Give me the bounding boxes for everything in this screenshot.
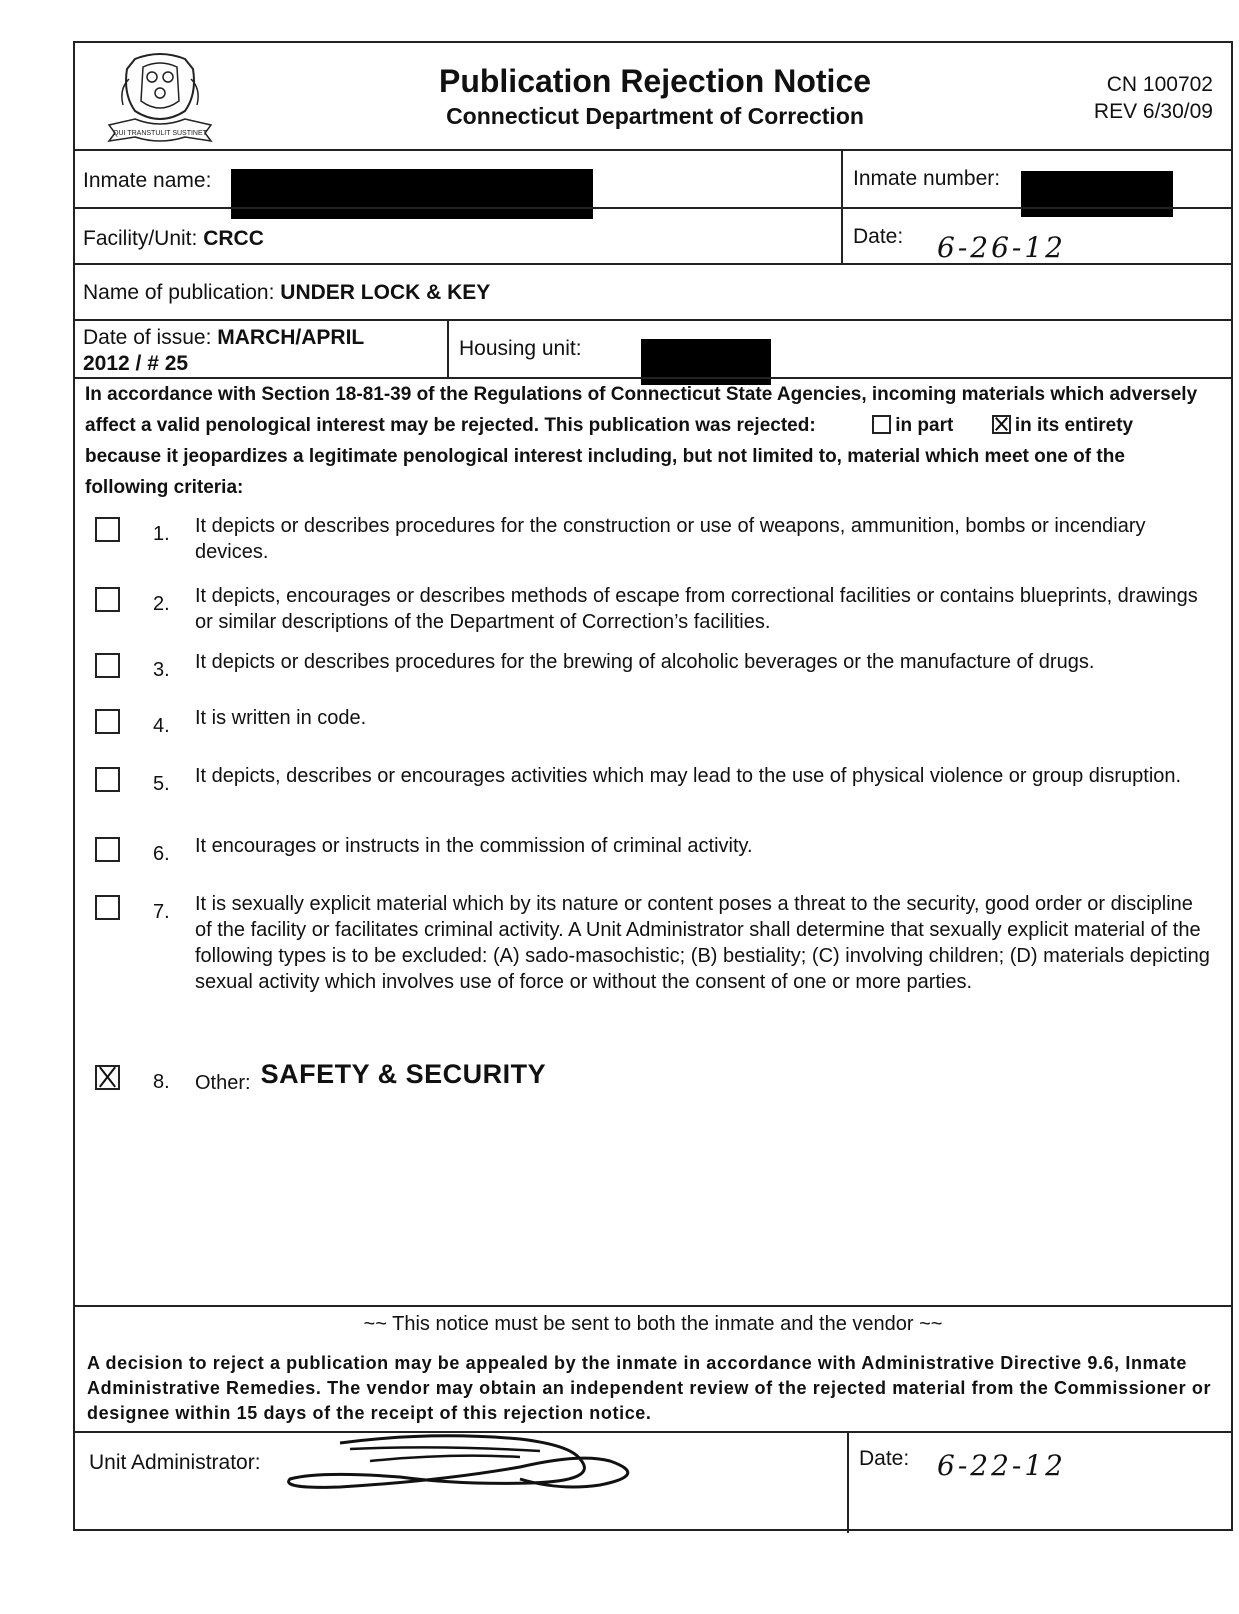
divider	[847, 1433, 849, 1533]
inmate-name-label: Inmate name:	[83, 169, 212, 192]
criterion-number: 8.	[153, 1071, 170, 1093]
divider	[841, 151, 843, 207]
divider	[841, 209, 843, 263]
issue-value-line2: 2012 / # 25	[83, 352, 189, 375]
issue-value-line1: MARCH/APRIL	[217, 326, 365, 349]
criterion-checkbox[interactable]	[95, 837, 120, 862]
page-title: Publication Rejection Notice	[438, 63, 872, 99]
criterion-text: It depicts or describes procedures for the brewing of alcoholic beverages or the manufacture of drugs.	[195, 651, 1095, 673]
criterion-checkbox[interactable]	[95, 517, 120, 542]
criterion-text: It depicts, describes or encourages activities which may lead to the use of physical violence or group disruption.	[195, 765, 1182, 787]
criterion-number: 5.	[153, 773, 170, 795]
statement-paragraph	[85, 379, 1225, 503]
criterion-number: 2.	[153, 593, 170, 615]
statement-line2	[85, 410, 1225, 441]
criterion-number: 3.	[153, 659, 170, 681]
form-number: CN 100702	[1106, 73, 1213, 96]
issue-row	[75, 319, 1231, 377]
signature-row	[75, 1431, 1231, 1533]
criterion-checkbox[interactable]	[95, 653, 120, 678]
housing-label: Housing unit:	[459, 337, 582, 360]
statement-line1: In accordance with Section 18-81-39 of the Regulations of Connecticut State Agencies, incoming materials which adversely	[85, 384, 1198, 405]
criterion-number: 7.	[153, 901, 170, 923]
criterion-number: 4.	[153, 715, 170, 737]
publication-field	[83, 281, 490, 305]
handwritten-signature-date: 6-22-12	[937, 1449, 1066, 1482]
issue-field	[83, 325, 364, 377]
rejection-form	[73, 41, 1233, 1531]
signature-date-label: Date:	[859, 1447, 910, 1470]
criterion-text-block	[195, 763, 1215, 789]
form-id	[1094, 71, 1213, 125]
other-reason-value: SAFETY & SECURITY	[260, 1059, 547, 1089]
divider	[447, 321, 449, 377]
criterion-text: It is sexually explicit material which by its nature or content poses a threat to the security, good order or discipline of the facility or facilitates criminal activity. A Unit Administrator shall determine that sexually explicit material of the following types is to be excluded: (A) sado-masochistic; (B) bestiality; (C) involving children; (D) materials depicting sexual activity which involves use of force or without the consent of one or more parties.	[195, 893, 1210, 993]
criterion-text-block	[195, 649, 1215, 675]
criterion-checkbox[interactable]	[95, 587, 120, 612]
criterion-text-block	[195, 705, 1215, 731]
in-entirety-checkbox[interactable]	[992, 415, 1011, 434]
criterion-text-block	[195, 891, 1215, 995]
statement-line3: because it jeopardizes a legitimate penological interest including, but not limited to, material which meet one of the	[85, 446, 1125, 467]
statement-line4: following criteria:	[85, 477, 244, 498]
administrator-signature	[280, 1431, 645, 1493]
facility-label: Facility/Unit:	[83, 227, 198, 250]
criterion-text: Other:	[195, 1072, 251, 1094]
criterion-text: It is written in code.	[195, 707, 367, 729]
in-part-checkbox[interactable]	[872, 415, 891, 434]
criterion-text-block	[195, 833, 1215, 859]
inmate-number-label: Inmate number:	[853, 167, 1001, 190]
divider	[75, 1305, 1231, 1307]
page-subtitle: Connecticut Department of Correction	[446, 103, 864, 129]
criterion-checkbox[interactable]	[95, 1065, 120, 1090]
administrator-label: Unit Administrator:	[89, 1451, 261, 1474]
criterion-text: It depicts, encourages or describes methods of escape from correctional facilities or contains blueprints, drawings or similar descriptions of the Department of Correction’s facilities.	[195, 585, 1198, 633]
in-entirety-label: in its entirety	[1014, 415, 1134, 436]
facility-row	[75, 207, 1231, 263]
criterion-checkbox[interactable]	[95, 895, 120, 920]
appeal-paragraph: A decision to reject a publication may be appealed by the inmate in accordance with Administrative Directive 9.6, Inmate Administrative Remedies. The vendor may obtain an independent review of the rejected material from the Commissioner or designee within 15 days of the receipt of this rejection notice.	[87, 1353, 1212, 1423]
statement-line2-text: affect a valid penological interest may be rejected. This publication was rejected:	[85, 415, 816, 436]
handwritten-date: 6-26-12	[937, 231, 1066, 264]
seal-motto: QUI TRANSTULIT SUSTINET	[113, 130, 207, 137]
criterion-text-block	[195, 513, 1215, 565]
facility-field	[83, 227, 264, 251]
state-seal-icon	[105, 49, 215, 147]
criterion-checkbox[interactable]	[95, 709, 120, 734]
inmate-row	[75, 149, 1231, 207]
criterion-number: 1.	[153, 523, 170, 545]
form-revision: REV 6/30/09	[1093, 100, 1213, 123]
issue-label: Date of issue:	[83, 326, 212, 349]
criterion-text: It encourages or instructs in the commission of criminal activity.	[195, 835, 753, 857]
criterion-text-block	[195, 583, 1215, 635]
criterion-text: It depicts or describes procedures for the construction or use of weapons, ammunition, bombs or incendiary devices.	[195, 515, 1146, 563]
facility-value: CRCC	[203, 227, 264, 250]
notice-text: ~~ This notice must be sent to both the inmate and the vendor ~~	[363, 1313, 943, 1335]
form-header	[75, 43, 1231, 153]
publication-value: UNDER LOCK & KEY	[280, 281, 491, 304]
criterion-number: 6.	[153, 843, 170, 865]
publication-label: Name of publication:	[83, 281, 275, 304]
publication-row	[75, 263, 1231, 319]
in-part-label: in part	[895, 415, 954, 436]
criterion-text-block	[195, 1059, 1215, 1094]
date-label: Date:	[853, 225, 904, 248]
criterion-checkbox[interactable]	[95, 767, 120, 792]
